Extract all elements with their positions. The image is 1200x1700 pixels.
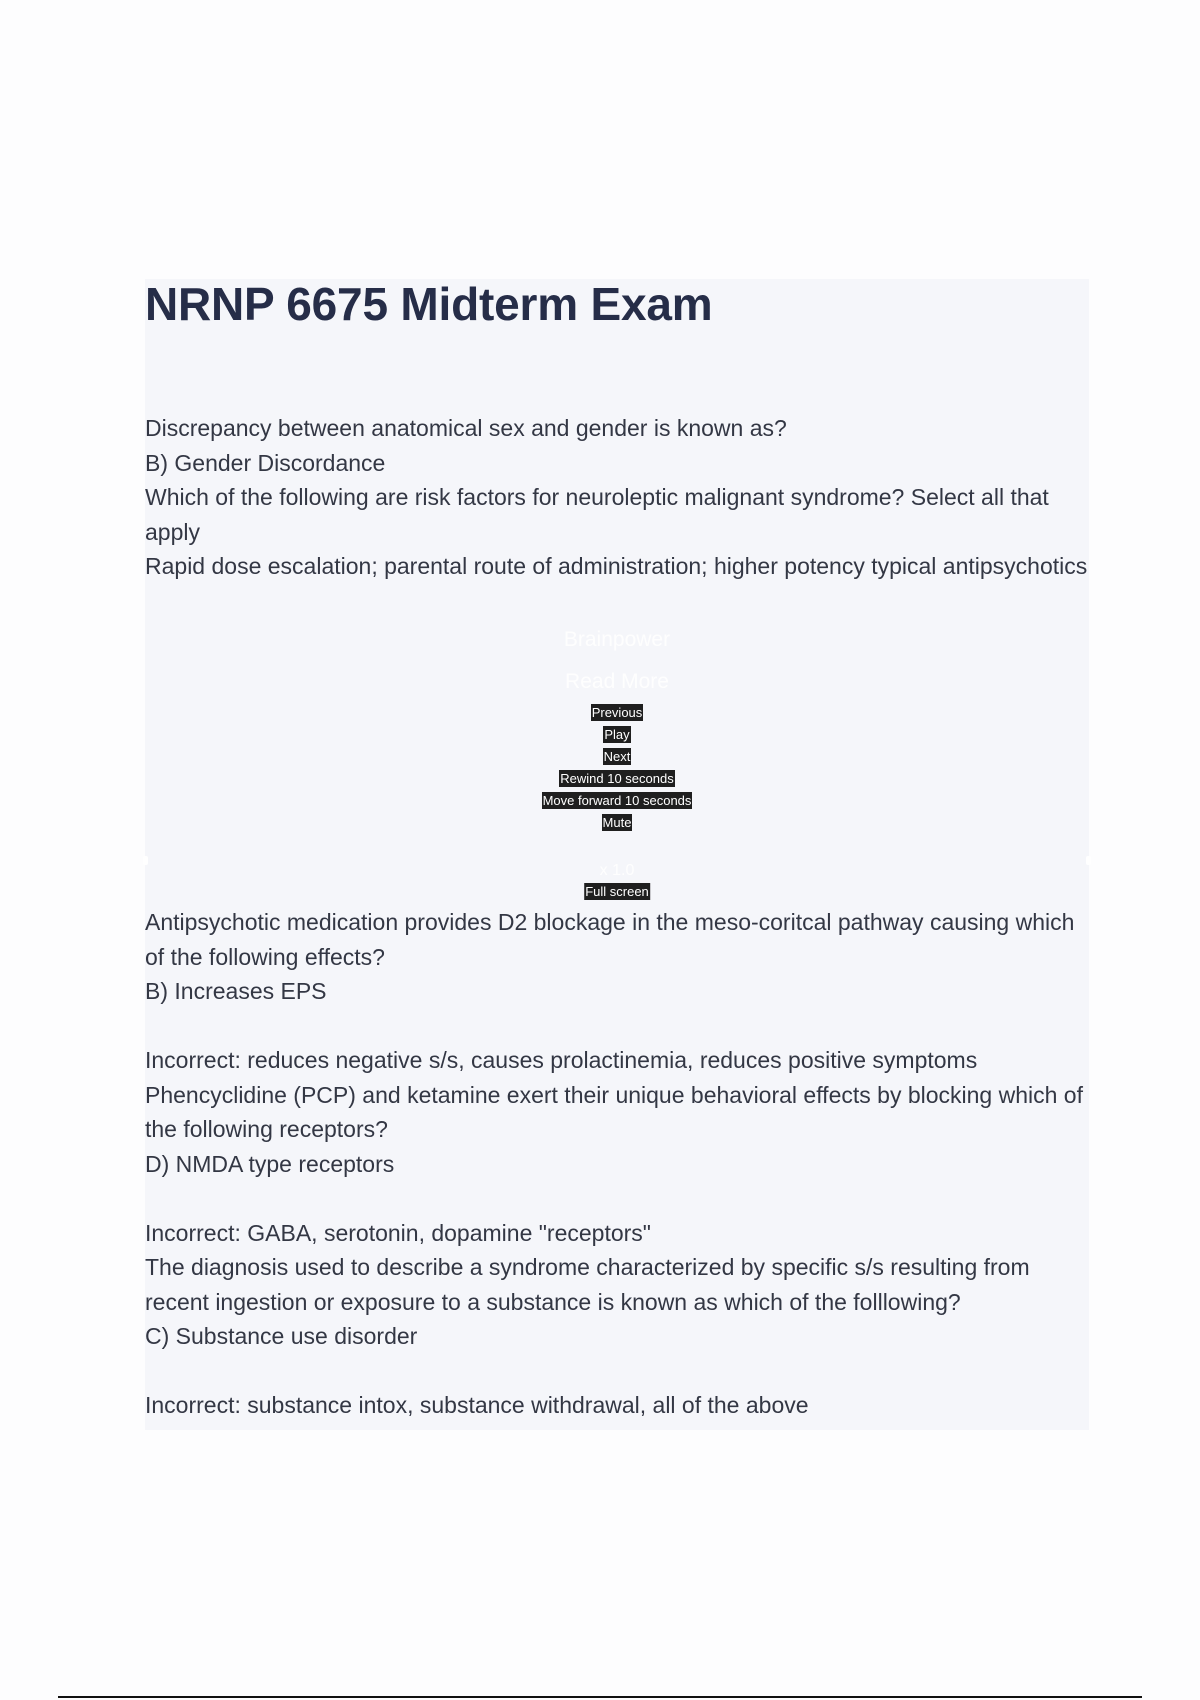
question-block-1 <box>145 411 1090 584</box>
rewind-button[interactable]: Rewind 10 seconds <box>560 771 674 786</box>
question-nms-risk-factors: Which of the following are risk factors for neuroleptic malignant syndrome? Select all that apply <box>145 484 1049 545</box>
player-title: Brainpower <box>563 628 671 651</box>
question-gender-discrepancy: Discrepancy between anatomical sex and gender is known as? <box>145 415 787 441</box>
forward-button[interactable]: Move forward 10 seconds <box>542 793 692 808</box>
playback-speed[interactable]: x 1.0 <box>599 862 635 879</box>
mute-button[interactable]: Mute <box>602 815 632 830</box>
answer-gender-discordance: B) Gender Discordance <box>145 449 386 476</box>
fullscreen-button[interactable]: Full screen <box>585 884 649 899</box>
answer-increases-eps: B) Increases EPS <box>145 978 327 1004</box>
media-player <box>145 624 1089 907</box>
player-controls <box>145 704 1089 836</box>
answer-nmda-receptors: D) NMDA type receptors <box>145 1150 395 1177</box>
play-button[interactable]: Play <box>604 727 630 742</box>
spacer <box>145 1354 1090 1389</box>
answer-substance-use-disorder: C) Substance use disorder <box>145 1323 418 1349</box>
spacer <box>145 1181 1090 1216</box>
next-button[interactable]: Next <box>603 749 631 764</box>
previous-button[interactable]: Previous <box>591 705 643 720</box>
spacer <box>145 1009 1090 1044</box>
incorrect-options-substance: Incorrect: substance intox, substance withdrawal, all of the above <box>145 1392 809 1418</box>
question-block-2 <box>145 905 1090 1423</box>
incorrect-options-pcp: Incorrect: GABA, serotonin, dopamine "receptors" <box>145 1219 651 1246</box>
question-d2-blockade: Antipsychotic medication provides D2 blockage in the meso-coritcal pathway causing which of the following effects? <box>145 909 1075 970</box>
question-pcp-ketamine: Phencyclidine (PCP) and ketamine exert their unique behavioral effects by blocking which of the following receptors? <box>145 1081 1083 1142</box>
answer-nms-risk-factors: Rapid dose escalation; parental route of administration; higher potency typical antipsychotics <box>145 553 1088 579</box>
read-more-link[interactable]: Read More <box>565 670 669 693</box>
incorrect-options-d2: Incorrect: reduces negative s/s, causes prolactinemia, reduces positive symptoms <box>145 1047 978 1073</box>
footer-divider <box>58 1696 1142 1698</box>
question-substance-syndrome: The diagnosis used to describe a syndrome characterized by specific s/s resulting from recent ingestion or exposure to a substance is known as which of the folllowing? <box>145 1254 1030 1315</box>
page-title: NRNP 6675 Midterm Exam <box>145 278 713 330</box>
